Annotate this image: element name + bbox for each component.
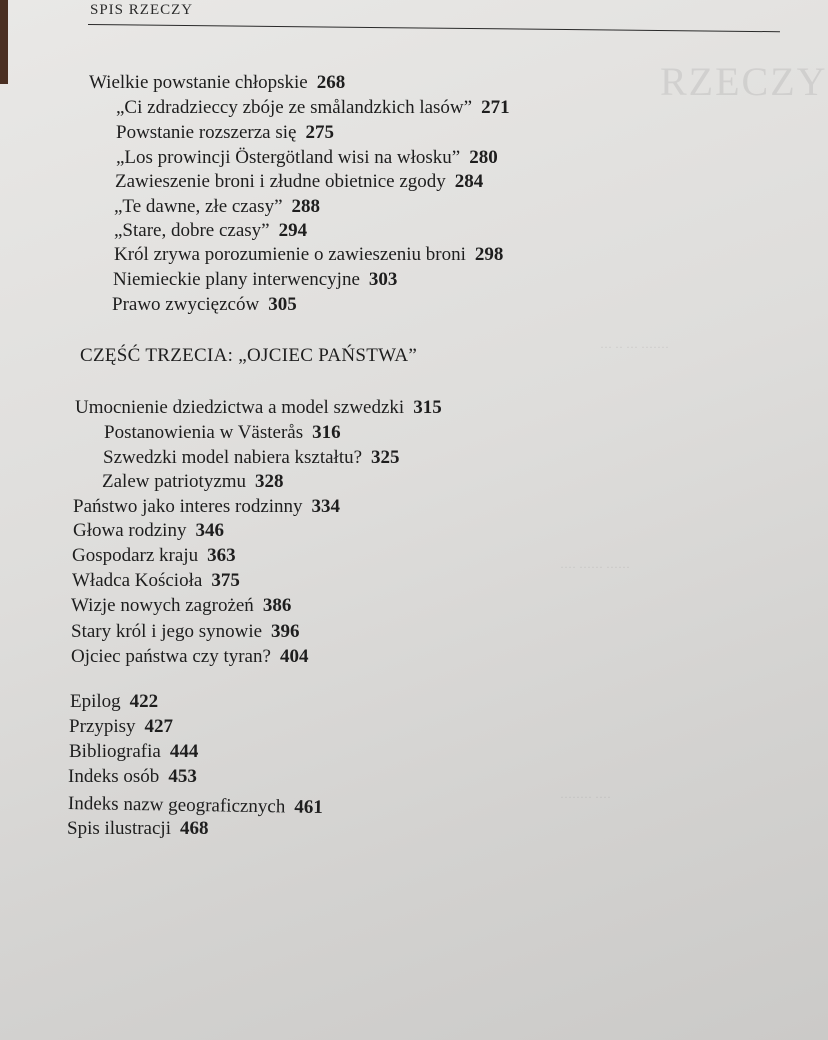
toc-entry-page: 396 bbox=[271, 621, 300, 642]
toc-entry-title: Wielkie powstanie chłopskie bbox=[89, 72, 308, 93]
toc-entry-title: Głowa rodziny bbox=[73, 520, 187, 541]
toc-entry bbox=[72, 569, 240, 593]
toc-entry-page: 325 bbox=[371, 447, 400, 468]
toc-entry bbox=[114, 219, 307, 243]
toc-entry-title: Król zrywa porozumienie o zawieszeniu broni bbox=[114, 244, 466, 265]
toc-entry-page: 328 bbox=[255, 471, 284, 492]
toc-entry-title: Niemieckie plany interwencyjne bbox=[113, 269, 360, 290]
toc-entry-title: Indeks nazw geograficznych bbox=[67, 793, 286, 818]
toc-entry-page: 280 bbox=[469, 147, 498, 168]
toc-entry-page: 468 bbox=[179, 818, 209, 839]
toc-entry-page: 334 bbox=[311, 496, 341, 517]
toc-entry-page: 303 bbox=[368, 269, 398, 290]
toc-entry-title: Bibliografia bbox=[69, 741, 161, 762]
toc-entry bbox=[89, 71, 345, 95]
toc-entry-title: Gospodarz kraju bbox=[72, 545, 199, 566]
toc-entry-title: „Ci zdradzieccy zbóje ze smålandzkich lasów” bbox=[116, 97, 473, 118]
toc-entry bbox=[69, 715, 173, 739]
show-through-text: ········ ···· bbox=[560, 790, 611, 804]
toc-entry-title: „Te dawne, złe czasy” bbox=[114, 196, 283, 217]
toc-entry-title: Umocnienie dziedzictwa a model szwedzki bbox=[75, 397, 405, 418]
toc-entry bbox=[73, 519, 224, 543]
toc-entry bbox=[103, 446, 400, 470]
toc-entry-page: 453 bbox=[168, 766, 197, 787]
toc-entry bbox=[71, 594, 291, 618]
toc-entry-page: 422 bbox=[129, 691, 159, 712]
toc-entry-page: 316 bbox=[312, 422, 341, 443]
toc-entry-page: 363 bbox=[207, 545, 236, 566]
toc-entry-page: 298 bbox=[474, 244, 504, 265]
show-through-heading: RZECZY bbox=[660, 59, 828, 104]
toc-entry-title: Wizje nowych zagrożeń bbox=[71, 595, 254, 616]
toc-entry-title: „Los prowincji Östergötland wisi na włosku” bbox=[116, 147, 461, 168]
toc-entry-page: 305 bbox=[268, 294, 297, 315]
toc-entry-title: Prawo zwycięzców bbox=[112, 294, 260, 315]
toc-entry bbox=[69, 740, 198, 764]
toc-entry-page: 288 bbox=[291, 196, 321, 217]
toc-entry-title: Zawieszenie broni i złudne obietnice zgody bbox=[115, 171, 446, 192]
toc-entry bbox=[73, 495, 340, 519]
toc-entry bbox=[116, 146, 498, 170]
toc-entry-title: Władca Kościoła bbox=[72, 570, 203, 591]
toc-entry-page: 271 bbox=[481, 97, 510, 118]
toc-entry-title: Stary król i jego synowie bbox=[71, 621, 263, 642]
toc-entry-title: Spis ilustracji bbox=[67, 818, 171, 839]
show-through-text: ··· ·· ··· ······· bbox=[600, 340, 669, 354]
toc-entry bbox=[113, 268, 397, 292]
toc-entry-page: 346 bbox=[195, 520, 224, 541]
toc-entry bbox=[116, 121, 334, 145]
toc-entry bbox=[68, 792, 323, 820]
toc-entry bbox=[115, 170, 483, 194]
toc-entry-page: 404 bbox=[279, 646, 309, 667]
toc-entry bbox=[114, 243, 503, 267]
toc-entry-title: Epilog bbox=[70, 691, 121, 712]
toc-entry-title: Przypisy bbox=[69, 716, 136, 737]
toc-entry-page: 315 bbox=[413, 397, 442, 418]
running-head: SPIS RZECZY bbox=[90, 2, 194, 18]
toc-entry bbox=[70, 690, 158, 714]
toc-entry-page: 275 bbox=[305, 122, 334, 143]
toc-entry-page: 444 bbox=[169, 741, 199, 762]
toc-entry bbox=[71, 620, 300, 644]
toc-entry bbox=[112, 293, 297, 317]
toc-entry-title: Indeks osób bbox=[68, 766, 160, 787]
part-heading: CZĘŚĆ TRZECIA: „OJCIEC PAŃSTWA” bbox=[80, 345, 418, 366]
toc-entry bbox=[71, 645, 308, 669]
show-through-text: ···· ······ ······ bbox=[560, 560, 630, 574]
toc-entry-page: 375 bbox=[211, 570, 240, 591]
toc-entry-title: Postanowienia w Västerås bbox=[104, 422, 304, 443]
toc-entry-title: Powstanie rozszerza się bbox=[116, 122, 297, 143]
toc-entry-title: Państwo jako interes rodzinny bbox=[73, 496, 303, 517]
toc-entry-page: 386 bbox=[262, 595, 292, 616]
toc-entry-page: 461 bbox=[294, 796, 323, 819]
toc-entry bbox=[75, 396, 442, 420]
toc-entry bbox=[72, 544, 236, 568]
toc-entry-title: Ojciec państwa czy tyran? bbox=[71, 646, 271, 667]
toc-entry-title: „Stare, dobre czasy” bbox=[114, 220, 270, 241]
toc-entry-page: 294 bbox=[278, 220, 308, 241]
toc-entry bbox=[116, 96, 510, 120]
toc-entry-page: 427 bbox=[144, 716, 173, 737]
toc-entry bbox=[114, 195, 320, 219]
toc-entry bbox=[104, 421, 341, 445]
toc-entry bbox=[67, 817, 208, 841]
toc-entry-title: Szwedzki model nabiera kształtu? bbox=[103, 447, 363, 468]
toc-entry-title: Zalew patriotyzmu bbox=[102, 471, 247, 492]
toc-entry-page: 268 bbox=[316, 72, 346, 93]
toc-entry bbox=[68, 765, 197, 789]
toc-entry bbox=[102, 470, 284, 494]
toc-entry-page: 284 bbox=[454, 171, 484, 192]
